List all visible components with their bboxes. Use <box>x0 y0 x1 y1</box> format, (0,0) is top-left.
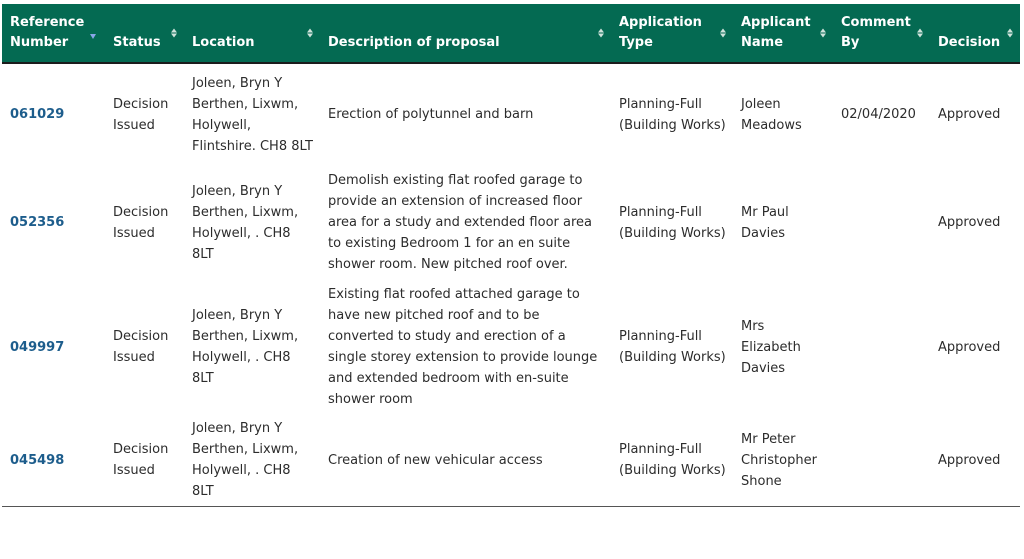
column-header-description[interactable] <box>320 4 611 63</box>
table-header <box>2 4 1020 63</box>
sort-updown-icon[interactable] <box>720 29 726 38</box>
column-header-label: Location <box>192 35 255 50</box>
table-row <box>2 280 1020 414</box>
table-row <box>2 63 1020 165</box>
status-cell: Decision Issued <box>113 204 169 241</box>
decision-cell: Approved <box>938 215 1001 230</box>
reference-cell <box>2 414 105 507</box>
sort-updown-icon[interactable] <box>598 29 604 38</box>
column-header-label: Comment By <box>841 15 911 50</box>
reference-link[interactable]: 052356 <box>10 215 65 230</box>
status-cell: Decision Issued <box>113 442 169 478</box>
location-cell: Joleen, Bryn Y Berthen, Lixwm, Holywell, . CH8 8LT <box>192 183 299 262</box>
table-row <box>2 414 1020 507</box>
column-header-reference[interactable] <box>2 4 105 63</box>
description-cell: Creation of new vehicular access <box>328 452 543 468</box>
reference-cell <box>2 165 105 280</box>
reference-cell <box>2 280 105 414</box>
status-cell: Decision Issued <box>113 329 169 365</box>
application-type-cell: Planning-Full (Building Works) <box>619 204 726 241</box>
comment-by-cell <box>833 280 930 414</box>
sort-updown-icon[interactable] <box>820 29 826 38</box>
applicant-name-cell: Mr Peter Christopher Shone <box>741 431 817 489</box>
column-header-status[interactable] <box>105 4 184 63</box>
column-header-label: Decision <box>938 35 1001 50</box>
applicant-name-cell: Mrs Elizabeth Davies <box>741 318 801 376</box>
decision-cell: Approved <box>938 452 1001 468</box>
applications-table-container <box>2 4 1020 507</box>
status-cell: Decision Issued <box>113 96 169 133</box>
reference-link[interactable]: 061029 <box>10 107 65 122</box>
sort-updown-icon[interactable] <box>1007 29 1013 38</box>
column-header-decision[interactable] <box>930 4 1020 63</box>
decision-cell: Approved <box>938 339 1001 355</box>
sort-updown-icon[interactable] <box>307 29 313 38</box>
column-header-label: Status <box>113 35 161 50</box>
description-cell: Existing flat roofed attached garage to have new pitched roof and to be converted to study and erection of a single storey extension to provide lounge and extended bedroom with en-suite shower room <box>328 287 598 407</box>
location-cell: Joleen, Bryn Y Berthen, Lixwm, Holywell, Flintshire. CH8 8LT <box>192 75 313 154</box>
reference-link[interactable]: 049997 <box>10 339 65 355</box>
column-header-label: Application Type <box>619 15 702 50</box>
application-type-cell: Planning-Full (Building Works) <box>619 442 726 478</box>
column-header-label: Description of proposal <box>328 35 500 50</box>
location-cell: Joleen, Bryn Y Berthen, Lixwm, Holywell, . CH8 8LT <box>192 421 299 499</box>
description-cell: Erection of polytunnel and barn <box>328 107 534 122</box>
column-header-label: Applicant Name <box>741 15 811 50</box>
comment-by-cell <box>833 414 930 507</box>
column-header-label: Reference Number <box>10 15 85 50</box>
column-header-comment-by[interactable] <box>833 4 930 63</box>
column-header-location[interactable] <box>184 4 320 63</box>
planning-applications-table <box>2 4 1020 507</box>
location-cell: Joleen, Bryn Y Berthen, Lixwm, Holywell, . CH8 8LT <box>192 308 299 386</box>
sort-updown-icon[interactable] <box>917 29 923 38</box>
sort-updown-icon[interactable] <box>171 29 177 38</box>
description-cell: Demolish existing flat roofed garage to provide an extension of increased floor area for a study and extended floor area to existing Bedroom 1 for an en suite shower room. New pitched roof over. <box>328 173 592 272</box>
applicant-name-cell: Mr Paul Davies <box>741 204 789 241</box>
table-body <box>2 63 1020 507</box>
comment-by-cell: 02/04/2020 <box>841 107 916 122</box>
comment-by-cell <box>833 165 930 280</box>
reference-link[interactable]: 045498 <box>10 452 65 468</box>
applicant-name-cell: Joleen Meadows <box>741 96 802 133</box>
reference-cell <box>2 63 105 165</box>
application-type-cell: Planning-Full (Building Works) <box>619 329 726 365</box>
application-type-cell: Planning-Full (Building Works) <box>619 96 726 133</box>
table-row <box>2 165 1020 280</box>
decision-cell: Approved <box>938 107 1001 122</box>
column-header-applicant-name[interactable] <box>733 4 833 63</box>
sort-desc-icon[interactable] <box>90 34 96 39</box>
column-header-application-type[interactable] <box>611 4 733 63</box>
